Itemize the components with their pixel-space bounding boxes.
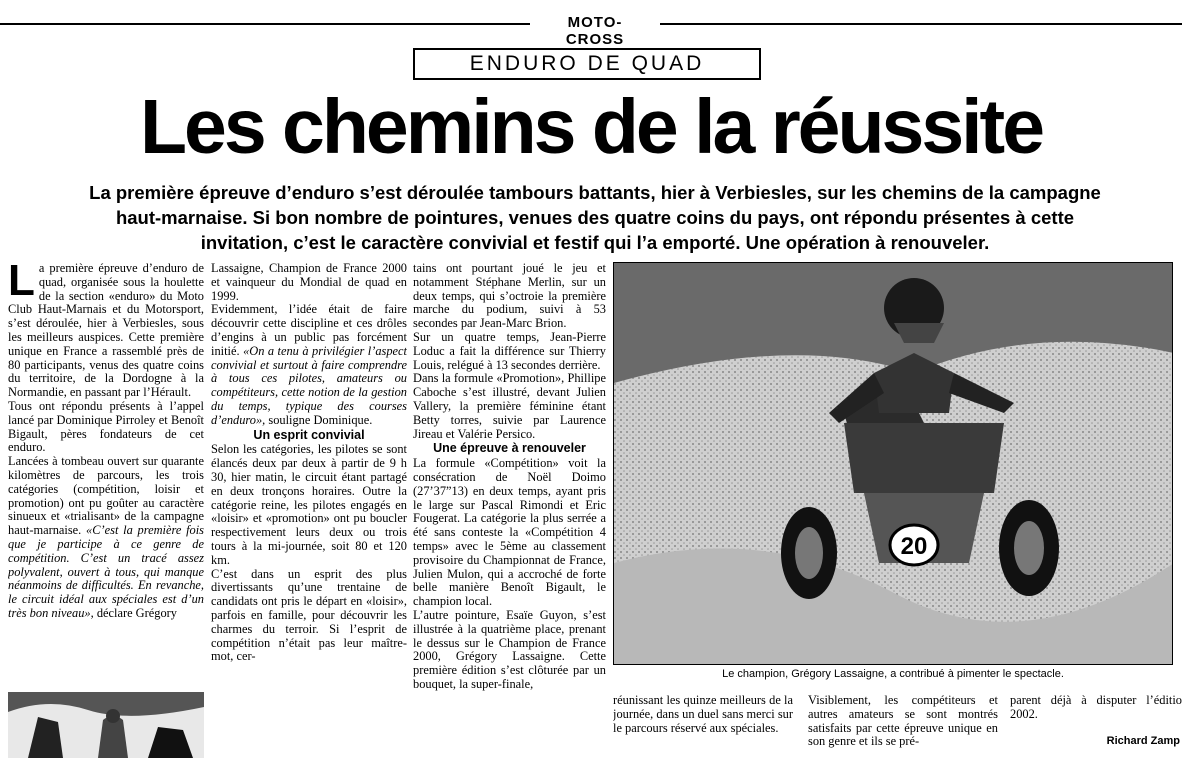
rubric-rule-left <box>0 23 530 25</box>
article-column-1 <box>8 262 204 690</box>
article-column-3 <box>413 262 606 754</box>
drop-cap: L <box>8 262 35 305</box>
paragraph: a première épreuve d’enduro de quad, organisée sous la houlette de la section «enduro» du Moto Club Haut-Marnais et du Motorsport, s’est déroulée, hier à Verbiesles, sous les meilleurs auspices. Cette première unique en France a rassemblé près de 80 participants, venus des quatre coins du territoire, de la Dordogne à la Normandie, en passant par l’Hérault. <box>8 262 204 400</box>
paragraph: La formule «Compétition» voit la consécration de Noël Doimo (27’37”13) en deux temps, ayant pris le large sur Pascal Rimondi et Eric Fougerat. La catégorie la plus serrée a été sans conteste la «Compétition 4 temps» avec le 5ème au classement provisoire du Championnat de France, Julien Mulon, qui a accroché de forte belle manière Benoît Bigault, le champion local. <box>413 456 606 609</box>
paragraph: Sur un quatre temps, Jean-Pierre Loduc a fait la différence sur Thierry Louis, relégué à 13 secondes derrière. <box>413 329 606 372</box>
article-column-2 <box>211 262 407 692</box>
quote: «On a tenu à privilégier l’aspect convivial et surtout à faire comprendre à tous ces pilotes, amateurs ou compétiteurs, cette notion de la gestion du temps, typique des courses d’enduro», <box>211 343 407 427</box>
headline: Les chemins de la réussite <box>139 84 1043 170</box>
paragraph: Lancées à tombeau ouvert sur quarante kilomètres de parcours, les trois catégories (compétition, loisir et promotion) ont pu goûter au caractère sinueux et «trialisant» de la campagne haut-marnaise. <box>8 454 204 538</box>
photo-caption: Le champion, Grégory Lassaigne, a contribué à pimenter le spectacle. <box>722 668 1064 680</box>
paragraph: Selon les catégories, les pilotes se sont élancés deux par deux à partir de 9 h 30, hier matin, le circuit étant partagé en deux tronçons horaires. Outre la catégorie reine, les pilotes engagés en «loisir» et «promotion» ont pu boucler respectivement leurs deux ou trois tours à la mi-journée, soit 80 et 120 km. <box>211 442 407 567</box>
quote: «C’est la première fois que je participe à ce genre de compétition. C’est un tracé assez polyvalent, ouvert à tous, qui manque néanmoins de difficultés. En revanche, le circuit idéal aux spéciales est d’un très bon niveau», <box>8 523 204 620</box>
secondary-photo <box>8 692 204 758</box>
kicker: ENDURO DE QUAD <box>413 48 761 80</box>
paragraph: Evidemment, l’idée était de faire découvrir cette discipline et ces drôles d’engins à un public pas forcément initié. <box>211 302 407 358</box>
paragraph: C’est dans un esprit des plus divertissants qu’une trentaine de candidats ont pris le départ en «loisir», parfois en famille, pour découvrir les charmes du terroir. Si l’esprit de compétition n’était pas leur maître-mot, cer- <box>211 566 407 664</box>
rubric-rule-right <box>660 23 1182 25</box>
paragraph: Dans la formule «Promotion», Phillipe Caboche s’est illustré, devant Julien Vallery, la première féminine étant Betty torres, suivie par Laurence Jireau et Valérie Persico. <box>413 371 606 441</box>
paragraph: Lassaigne, Champion de France 2000 et vainqueur du Mondial de quad en 1999. <box>211 262 407 303</box>
section-rubric <box>0 12 1182 48</box>
paragraph: Tous ont répondu présents à l’appel lancé par Dominique Pirroley et Benoît Bigault, pères fondateurs de cet enduro. <box>8 398 204 455</box>
article-column-4: réunissant les quinze meilleurs de la journée, dans un duel sans merci sur le parcours réservé aux spéciales. <box>613 694 793 735</box>
article-column-6: parent déjà à disputer l’éditio 2002. <box>1010 694 1182 721</box>
paragraph: L’autre pointure, Esaïe Guyon, s’est illustrée à la quatrième place, prenant le dessus sur le Champion de France 2000, Grégory Lassaigne. Cette première édition s’est clôturée par un bouquet, la super-finale, <box>413 607 606 691</box>
main-photo <box>613 262 1173 665</box>
paragraph: déclare Grégory <box>96 605 177 620</box>
article-column-5: Visiblement, les compétiteurs et autres amateurs se sont montrés satisfaits par cette épreuve unique en son genre et ils se pré- <box>808 694 998 749</box>
subheading: Un esprit convivial <box>253 427 365 442</box>
byline: Richard Zamp <box>1106 735 1180 747</box>
rubric-label: MOTO-CROSS <box>565 14 625 48</box>
race-number: 20 <box>900 533 928 560</box>
paragraph: souligne Dominique. <box>268 412 373 427</box>
paragraph: tains ont pourtant joué le jeu et notamment Stéphane Merlin, sur un deux temps, qui s’octroie la première marche du podium, suivi à 53 secondes par Jean-Marc Brion. <box>413 262 606 331</box>
subheading: Une épreuve à renouveler <box>433 441 586 456</box>
standfirst: La première épreuve d’enduro s’est déroulée tambours battants, hier à Verbiesles, sur les chemins de la campagne haut-marnaise. Si bon nombre de pointures, venues des quatre coins du pays, ont répondu présentes à cette invitation, c’est le caractère convivial et festif qui l’a emporté. Une opération à renouveler. <box>89 182 1101 253</box>
